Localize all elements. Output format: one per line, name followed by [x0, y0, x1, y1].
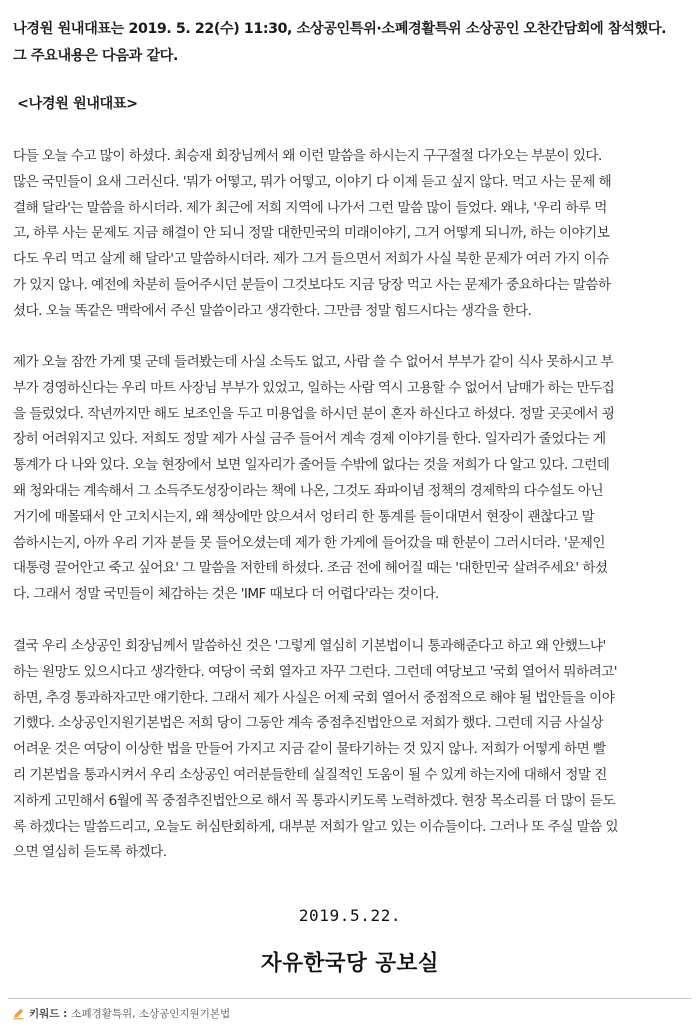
- paragraph-line: 으면 열심히 듣도록 하겠다.: [13, 844, 167, 861]
- paragraph-line: 고, 하루 사는 문제도 지금 해결이 안 되니 정말 대한민국의 미래이야기, 그거 어떻게 되니까, 하는 이야기보: [13, 225, 610, 242]
- footer-divider: [8, 998, 692, 999]
- paragraph-line: 대통령 끌어안고 죽고 싶어요' 그 말씀을 저한테 하셨다. 조금 전에 헤어질 때는 '대한민국 살려주세요' 하셨: [13, 560, 608, 577]
- paragraph-line: 결해 달라'는 말씀을 하시더라. 제가 최근에 저희 지역에 나가서 그런 말씀 많이 들었다. 왜냐, '우리 하루 먹: [13, 199, 607, 216]
- intro-line-1: 나경원 원내대표는 2019. 5. 22(수) 11:30, 소상공인특위·소폐경활특위 소상공인 오찬간담회에 참석했다.: [13, 21, 667, 37]
- paragraph-line: 기했다. 소상공인지원기본법은 저희 당이 그동안 계속 중점추진법안으로 저희가 했다. 그런데 지금 사실상: [13, 715, 604, 732]
- release-date: 2019.5.22.: [298, 906, 402, 925]
- paragraph-line: 셨다. 오늘 똑같은 맥락에서 주신 말씀이라고 생각한다. 그만큼 정말 힘드시다는 생각을 한다.: [13, 302, 532, 319]
- paragraph-line: 을 들렀었다. 작년까지만 해도 보조인을 두고 미용업을 하시던 분이 혼자 하신다고 하셨다. 정말 곳곳에서 굉: [13, 405, 615, 422]
- intro-line-2: 그 주요내용은 다음과 같다.: [13, 48, 178, 64]
- intro-text: [13, 16, 693, 70]
- pencil-icon: [12, 1007, 25, 1020]
- paragraph-line: 결국 우리 소상공인 회장님께서 말씀하신 것은 '그렇게 열심히 기본법이니 통과해준다고 하고 왜 안했느냐': [13, 638, 606, 654]
- keywords-list[interactable]: 소폐경활특위, 소상공인지원기본법: [71, 1008, 231, 1020]
- keywords-label: 키워드 :: [29, 1008, 68, 1020]
- paragraph-2: [13, 350, 695, 608]
- paragraph-line: 제가 오늘 잠깐 가게 몇 군데 들려봤는데 사실 소득도 없고, 사람 쓸 수 없어서 부부가 같이 식사 못하시고 부: [13, 354, 614, 370]
- paragraph-line: 많은 국민들이 요새 그러신다. '뭐가 어떻고, 뭐가 어떻고, 이야기 다 이제 듣고 싶지 않다. 먹고 사는 문제 해: [13, 173, 612, 190]
- paragraph-line: 부가 경영하신다는 우리 마트 사장님 부부가 있었고, 일하는 사람 역시 고용할 수 없어서 남매가 하는 만두집: [13, 379, 615, 396]
- paragraph-line: 왜 청와대는 계속해서 그 소득주도성장이라는 책에 나온, 그것도 좌파이념 정책의 경제학의 다수설도 아닌: [13, 482, 604, 499]
- paragraph-line: 어려운 것은 여당이 이상한 법을 만들어 가지고 지금 같이 물타기하는 것 있지 않나. 저희가 어떻게 하면 빨: [13, 741, 606, 758]
- paragraph-line: 하는 원망도 있으시다고 생각한다. 여당이 국회 열자고 자꾸 그런다. 그런데 여당보고 '국회 열어서 뭐하려고': [13, 663, 617, 680]
- paragraph-3: [13, 634, 695, 866]
- paragraph-line: 리 기본법을 통과시켜서 우리 소상공인 여러분들한테 실질적인 도움이 될 수 있게 하는지에 대해서 정말 진: [13, 766, 607, 783]
- paragraph-line: 하면, 추경 통과하자고만 얘기한다. 그래서 제가 사실은 어제 국회 열어서 중점적으로 해야 될 법안들을 이야: [13, 689, 615, 706]
- paragraph-line: 다. 그래서 정말 국민들이 체감하는 것은 'IMF 때보다 더 어렵다'라는 것이다.: [13, 586, 439, 603]
- paragraph-line: 지하게 고민해서 6월에 꼭 중점추진법안으로 해서 꼭 통과시키도록 노력하겠다. 현장 목소리를 더 많이 듣도: [13, 792, 615, 809]
- paragraph-line: 다도 우리 먹고 살게 해 달라'고 말씀하시더라. 제가 그거 들으면서 저희가 사실 북한 문제가 여러 가지 이슈: [13, 251, 609, 268]
- paragraph-line: 록 하겠다는 말씀드리고, 오늘도 허심탄회하게, 대부분 저희가 알고 있는 이슈들이다. 그러나 또 주실 말씀 있: [13, 818, 619, 835]
- paragraph-line: 통계가 다 나와 있다. 오늘 현장에서 보면 일자리가 줄어들 수밖에 없다는 것을 저희가 다 알고 있다. 그런데: [13, 457, 610, 474]
- paragraph-line: 다들 오늘 수고 많이 하셨다. 최승재 회장님께서 왜 이런 말씀을 하시는지 구구절절 다가오는 부분이 있다.: [13, 148, 602, 164]
- organization-name: 자유한국당 공보실: [260, 951, 440, 976]
- speaker-heading: <나경원 원내대표>: [17, 96, 138, 112]
- paragraph-line: 거기에 매몰돼서 안 고치시는지, 왜 책상에만 앉으셔서 엉터리 한 통계를 들이대면서 현장이 괜찮다고 말: [13, 508, 595, 525]
- paragraph-line: 가 있지 않나. 예전에 차분히 들어주시던 분들이 그것보다도 지금 당장 먹고 사는 문제가 중요하다는 말씀하: [13, 276, 611, 293]
- paragraph-line: 씀하시는지, 아까 우리 기자 분들 못 들어오셨는데 제가 한 가게에 들어갔을 때 한분이 그러시더라. '문제인: [13, 534, 605, 551]
- paragraph-line: 장히 어려워지고 있다. 저희도 정말 제가 사실 금주 들어서 계속 경제 이야기를 한다. 일자리가 줄었다는 게: [13, 431, 606, 448]
- paragraph-1: [13, 144, 695, 325]
- keywords-bar: [12, 1006, 230, 1021]
